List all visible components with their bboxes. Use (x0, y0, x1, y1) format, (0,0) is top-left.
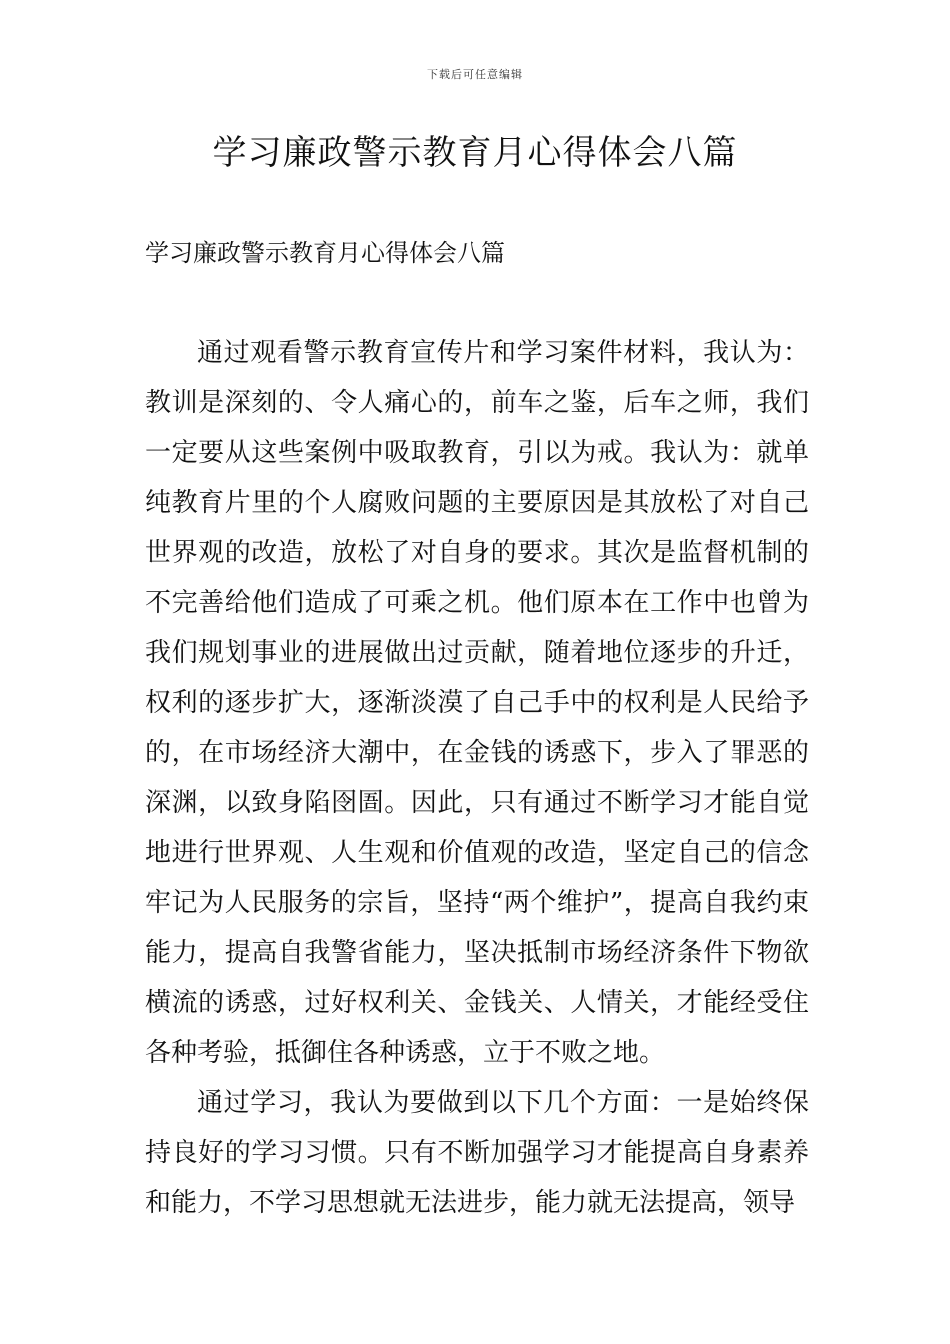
body-paragraph: 通过学习，我认为要做到以下几个方面：一是始终保持良好的学习习惯。只有不断加强学习才能提高自身素养和能力，不学习思想就无法进步，能力就无法提高，领导 (145, 1088, 809, 1218)
document-title: 学习廉政警示教育月心得体会八篇 (212, 133, 738, 173)
document-subtitle: 学习廉政警示教育月心得体会八篇 (145, 239, 505, 267)
body-paragraph: 通过观看警示教育宣传片和学习案件材料，我认为：教训是深刻的、令人痛心的，前车之鉴，后车之师，我们一定要从这些案例中吸取教育，引以为戒。我认为：就单纯教育片里的个人腐败问题的主要原因是其放松了对自己世界观的改造，放松了对自身的要求。其次是监督机制的不完善给他们造成了可乘之机。他们原本在工作中也曾为我们规划事业的进展做出过贡献，随着地位逐步的升迁，权利的逐步扩大，逐渐淡漠了自己手中的权利是人民给予的，在市场经济大潮中，在金钱的诱惑下，步入了罪恶的深渊，以致身陷囹圄。因此，只有通过不断学习才能自觉地进行世界观、人生观和价值观的改造，坚定自己的信念牢记为人民服务的宗旨，坚持“两个维护”，提高自我约束能力，提高自我警省能力，坚决抵制市场经济条件下物欲横流的诱惑，过好权利关、金钱关、人情关，才能经受住各种考验，抵御住各种诱惑，立于不败之地。 (145, 338, 809, 1068)
document-body (145, 328, 809, 1228)
header-note: 下载后可任意编辑 (427, 68, 523, 81)
